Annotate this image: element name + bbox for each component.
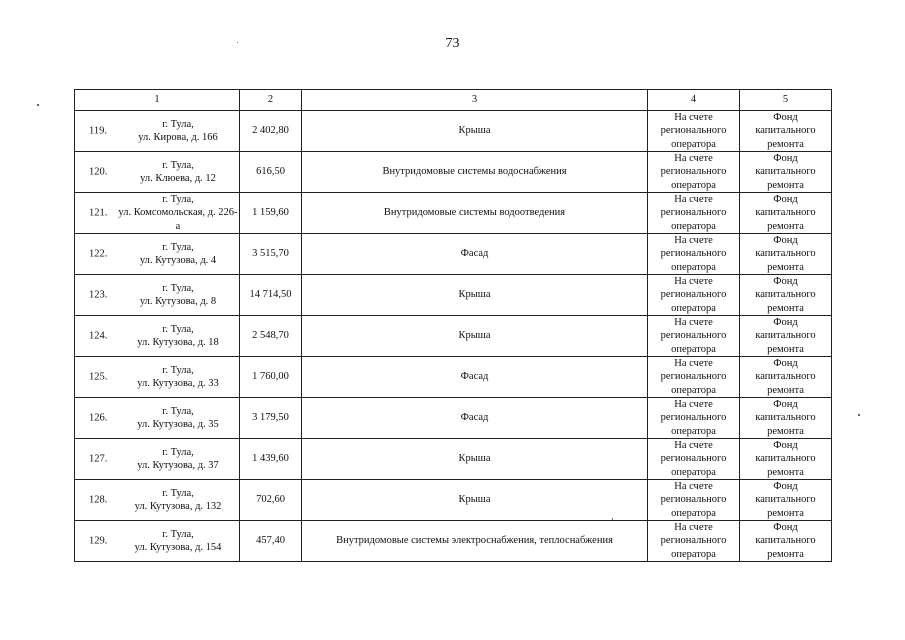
- address-city: г. Тула,: [162, 405, 194, 417]
- funding-source-line: Фонд: [773, 522, 798, 534]
- column-header-4: 4: [648, 90, 740, 111]
- table-row: [75, 193, 832, 234]
- address-cell: [75, 316, 240, 357]
- funding-source-cell: [740, 193, 832, 234]
- account-owner-line: оператора: [671, 138, 716, 150]
- work-type: Фасад: [302, 357, 648, 398]
- funding-source-line: Фонд: [773, 317, 798, 329]
- area-value: 1 159,60: [240, 193, 302, 234]
- work-type: Крыша: [302, 480, 648, 521]
- account-owner-cell: [648, 152, 740, 193]
- area-value: 3 515,70: [240, 234, 302, 275]
- area-value: 14 714,50: [240, 275, 302, 316]
- account-owner-cell: [648, 275, 740, 316]
- row-number: 123.: [89, 289, 108, 301]
- funding-source-line: Фонд: [773, 440, 798, 452]
- account-owner-cell: [648, 480, 740, 521]
- account-owner-line: На счете: [674, 399, 713, 411]
- funding-source-line: капитального: [755, 412, 816, 424]
- funding-source-line: ремонта: [767, 343, 804, 355]
- table-row: [75, 316, 832, 357]
- funding-source-cell: [740, 111, 832, 152]
- row-number: 121.: [89, 207, 108, 219]
- account-owner-line: оператора: [671, 343, 716, 355]
- area-value: 616,50: [240, 152, 302, 193]
- funding-source-line: Фонд: [773, 153, 798, 165]
- funding-source-line: капитального: [755, 207, 816, 219]
- account-owner-line: регионального: [660, 494, 727, 506]
- account-owner-line: На счете: [674, 112, 713, 124]
- table-row: [75, 480, 832, 521]
- table-row: [75, 234, 832, 275]
- funding-source-line: ремонта: [767, 466, 804, 478]
- account-owner-line: оператора: [671, 179, 716, 191]
- address-cell: [75, 193, 240, 234]
- account-owner-cell: [648, 439, 740, 480]
- area-value: 457,40: [240, 521, 302, 562]
- account-owner-line: регионального: [660, 453, 727, 465]
- address-cell: [75, 439, 240, 480]
- address-street: ул. Кутузова, д. 4: [139, 255, 217, 266]
- account-owner-line: регионального: [660, 207, 727, 219]
- funding-source-line: ремонта: [767, 384, 804, 396]
- funding-source-line: капитального: [755, 330, 816, 342]
- table-row: [75, 357, 832, 398]
- area-value: 1 439,60: [240, 439, 302, 480]
- address-cell: [75, 152, 240, 193]
- address-city: г. Тула,: [162, 118, 194, 130]
- account-owner-line: регионального: [660, 248, 727, 260]
- table-body: [75, 111, 832, 562]
- work-type: Крыша: [302, 439, 648, 480]
- account-owner-line: оператора: [671, 261, 716, 273]
- address-cell: [75, 398, 240, 439]
- funding-source-line: ремонта: [767, 179, 804, 191]
- column-header-1: 1: [75, 90, 240, 111]
- funding-source-line: Фонд: [773, 481, 798, 493]
- funding-source-line: ремонта: [767, 548, 804, 560]
- funding-source-line: Фонд: [773, 276, 798, 288]
- address-city: г. Тула,: [162, 446, 194, 458]
- account-owner-line: оператора: [671, 220, 716, 232]
- scan-speck: [612, 518, 613, 520]
- funding-source-cell: [740, 275, 832, 316]
- column-header-2: 2: [240, 90, 302, 111]
- area-value: 702,60: [240, 480, 302, 521]
- account-owner-cell: [648, 398, 740, 439]
- scan-speck: [37, 104, 39, 106]
- account-owner-cell: [648, 234, 740, 275]
- address-city: г. Тула,: [162, 487, 194, 499]
- row-number: 122.: [89, 248, 108, 260]
- header-row: [75, 90, 832, 111]
- area-value: 1 760,00: [240, 357, 302, 398]
- account-owner-line: На счете: [674, 276, 713, 288]
- table-row: [75, 398, 832, 439]
- funding-source-cell: [740, 357, 832, 398]
- account-owner-cell: [648, 111, 740, 152]
- table-row: [75, 275, 832, 316]
- column-header-5: 5: [740, 90, 832, 111]
- funding-source-cell: [740, 398, 832, 439]
- account-owner-line: регионального: [660, 289, 727, 301]
- area-value: 2 548,70: [240, 316, 302, 357]
- scan-speck: [858, 414, 860, 416]
- table-row: [75, 521, 832, 562]
- work-type: Крыша: [302, 275, 648, 316]
- account-owner-cell: [648, 193, 740, 234]
- funding-source-line: капитального: [755, 289, 816, 301]
- work-type: Фасад: [302, 398, 648, 439]
- table-row: [75, 152, 832, 193]
- account-owner-line: оператора: [671, 507, 716, 519]
- account-owner-line: регионального: [660, 412, 727, 424]
- address-street: ул. Кутузова, д. 37: [137, 460, 219, 471]
- row-number: 127.: [89, 453, 108, 465]
- funding-source-cell: [740, 152, 832, 193]
- page-number: 73: [445, 36, 460, 51]
- funding-source-cell: [740, 234, 832, 275]
- funding-source-line: ремонта: [767, 302, 804, 314]
- account-owner-line: оператора: [671, 425, 716, 437]
- funding-source-cell: [740, 316, 832, 357]
- repair-registry-table: [74, 89, 832, 562]
- account-owner-cell: [648, 357, 740, 398]
- address-street: ул. Кутузова, д. 8: [139, 296, 217, 307]
- address-cell: [75, 357, 240, 398]
- address-city: г. Тула,: [162, 528, 194, 540]
- account-owner-cell: [648, 316, 740, 357]
- address-city: г. Тула,: [162, 282, 194, 294]
- row-number: 128.: [89, 494, 108, 506]
- row-number: 120.: [89, 166, 108, 178]
- account-owner-line: На счете: [674, 317, 713, 329]
- account-owner-cell: [648, 521, 740, 562]
- address-city: г. Тула,: [162, 194, 194, 206]
- account-owner-line: На счете: [674, 440, 713, 452]
- address-street: ул. Кутузова, д. 18: [137, 337, 219, 348]
- account-owner-line: регионального: [660, 166, 727, 178]
- address-cell: [75, 275, 240, 316]
- funding-source-line: Фонд: [773, 112, 798, 124]
- account-owner-line: оператора: [671, 548, 716, 560]
- area-value: 3 179,50: [240, 398, 302, 439]
- row-number: 129.: [89, 535, 108, 547]
- funding-source-line: Фонд: [773, 399, 798, 411]
- address-city: г. Тула,: [162, 159, 194, 171]
- address-city: г. Тула,: [162, 241, 194, 253]
- funding-source-line: Фонд: [773, 358, 798, 370]
- address-cell: [75, 480, 240, 521]
- funding-source-line: ремонта: [767, 138, 804, 150]
- address-cell: [75, 521, 240, 562]
- address-street: ул. Клюева, д. 12: [140, 173, 216, 184]
- work-type: Фасад: [302, 234, 648, 275]
- funding-source-line: Фонд: [773, 235, 798, 247]
- funding-source-cell: [740, 521, 832, 562]
- account-owner-line: оператора: [671, 302, 716, 314]
- row-number: 119.: [89, 125, 107, 137]
- funding-source-line: ремонта: [767, 507, 804, 519]
- funding-source-line: капитального: [755, 125, 816, 137]
- account-owner-line: регионального: [660, 330, 727, 342]
- funding-source-line: капитального: [755, 248, 816, 260]
- row-number: 124.: [89, 330, 108, 342]
- funding-source-line: капитального: [755, 535, 816, 547]
- account-owner-line: оператора: [671, 384, 716, 396]
- scan-speck: [237, 42, 238, 43]
- address-city: г. Тула,: [162, 323, 194, 335]
- work-type: Внутридомовые системы электроснабжения, теплоснабжения: [302, 521, 648, 562]
- address-street: ул. Кирова, д. 166: [138, 132, 218, 143]
- funding-source-line: капитального: [755, 371, 816, 383]
- work-type: Внутридомовые системы водоснабжения: [302, 152, 648, 193]
- row-number: 126.: [89, 412, 108, 424]
- work-type: Внутридомовые системы водоотведения: [302, 193, 648, 234]
- address-street: ул. Комсомольская, д. 226-а: [118, 207, 238, 232]
- column-header-3: 3: [302, 90, 648, 111]
- table-row: [75, 439, 832, 480]
- address-cell: [75, 234, 240, 275]
- funding-source-line: Фонд: [773, 194, 798, 206]
- account-owner-line: оператора: [671, 466, 716, 478]
- table-row: [75, 111, 832, 152]
- work-type: Крыша: [302, 316, 648, 357]
- account-owner-line: На счете: [674, 481, 713, 493]
- funding-source-line: капитального: [755, 166, 816, 178]
- account-owner-line: На счете: [674, 358, 713, 370]
- funding-source-line: ремонта: [767, 425, 804, 437]
- account-owner-line: На счете: [674, 194, 713, 206]
- funding-source-line: капитального: [755, 453, 816, 465]
- address-city: г. Тула,: [162, 364, 194, 376]
- account-owner-line: На счете: [674, 235, 713, 247]
- funding-source-line: ремонта: [767, 261, 804, 273]
- funding-source-line: капитального: [755, 494, 816, 506]
- address-street: ул. Кутузова, д. 35: [137, 419, 219, 430]
- funding-source-cell: [740, 480, 832, 521]
- account-owner-line: регионального: [660, 535, 727, 547]
- funding-source-cell: [740, 439, 832, 480]
- account-owner-line: регионального: [660, 125, 727, 137]
- address-street: ул. Кутузова, д. 132: [134, 501, 222, 512]
- address-street: ул. Кутузова, д. 154: [134, 542, 222, 553]
- account-owner-line: На счете: [674, 522, 713, 534]
- address-street: ул. Кутузова, д. 33: [137, 378, 219, 389]
- account-owner-line: регионального: [660, 371, 727, 383]
- funding-source-line: ремонта: [767, 220, 804, 232]
- row-number: 125.: [89, 371, 108, 383]
- account-owner-line: На счете: [674, 153, 713, 165]
- address-cell: [75, 111, 240, 152]
- work-type: Крыша: [302, 111, 648, 152]
- area-value: 2 402,80: [240, 111, 302, 152]
